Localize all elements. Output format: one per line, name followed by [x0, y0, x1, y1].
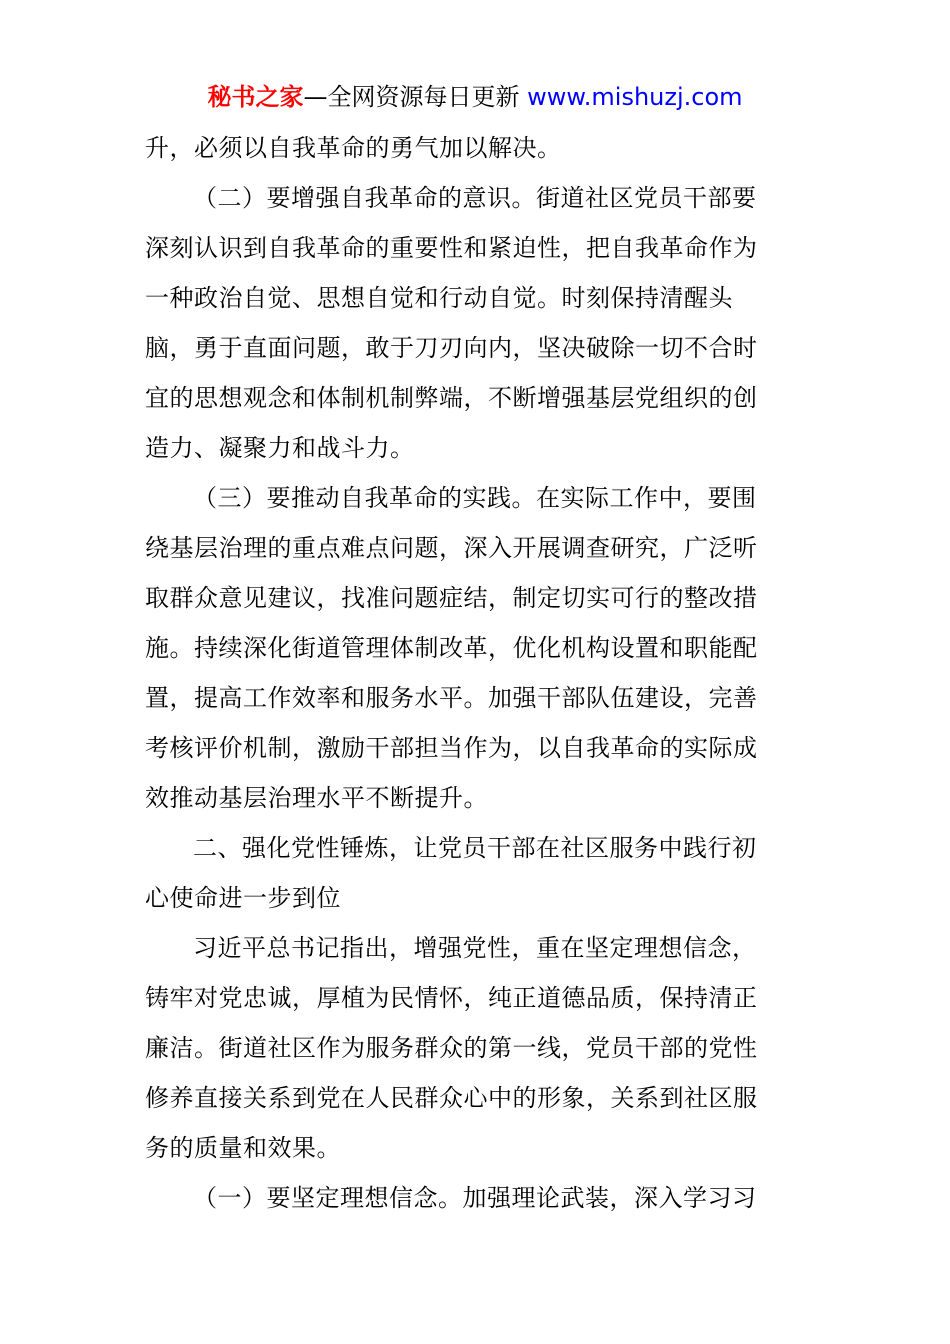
section-heading-line: （三）要推动自我革命的实践。在实际工作中，要围 — [193, 484, 757, 512]
text-line: 脑，勇于直面问题，敢于刀刃向内，坚决破除一切不合时 — [145, 334, 758, 362]
text-line: 造力、凝聚力和战斗力。 — [145, 434, 415, 462]
brand-name: 秘书之家 — [207, 83, 304, 111]
chapter-heading-line: 心使命进一步到位 — [145, 884, 341, 912]
text-line: 一种政治自觉、思想自觉和行动自觉。时刻保持清醒头 — [145, 284, 733, 312]
text-line: 廉洁。街道社区作为服务群众的第一线，党员干部的党性 — [145, 1034, 758, 1062]
text-line: 修养直接关系到党在人民群众心中的形象，关系到社区服 — [145, 1084, 758, 1112]
site-header — [0, 80, 950, 114]
text-line: 考核评价机制，激励干部担当作为，以自我革命的实际成 — [145, 734, 758, 762]
text-line: 务的质量和效果。 — [145, 1134, 341, 1162]
chapter-heading-line: 二、强化党性锤炼，让党员干部在社区服务中践行初 — [193, 834, 757, 862]
text-line: 施。持续深化街道管理体制改革，优化机构设置和职能配 — [145, 634, 758, 662]
text-line: 宜的思想观念和体制机制弊端，不断增强基层党组织的创 — [145, 384, 758, 412]
text-line: 效推动基层治理水平不断提升。 — [145, 784, 488, 812]
text-line: 取群众意见建议，找准问题症结，制定切实可行的整改措 — [145, 584, 758, 612]
site-url[interactable]: www.mishuzj.com — [527, 83, 743, 111]
text-line: 绕基层治理的重点难点问题，深入开展调查研究，广泛听 — [145, 534, 758, 562]
paragraph-start-line: 习近平总书记指出，增强党性，重在坚定理想信念， — [193, 934, 757, 962]
header-tagline: —全网资源每日更新 — [303, 83, 520, 111]
section-heading-line: （二）要增强自我革命的意识。街道社区党员干部要 — [193, 184, 757, 212]
section-heading-line: （一）要坚定理想信念。加强理论武装，深入学习习 — [193, 1184, 757, 1212]
text-line: 置，提高工作效率和服务水平。加强干部队伍建设，完善 — [145, 684, 758, 712]
document-body — [145, 123, 810, 1223]
text-line: 升，必须以自我革命的勇气加以解决。 — [145, 134, 562, 162]
text-line: 铸牢对党忠诚，厚植为民情怀，纯正道德品质，保持清正 — [145, 984, 758, 1012]
text-line: 深刻认识到自我革命的重要性和紧迫性，把自我革命作为 — [145, 234, 758, 262]
